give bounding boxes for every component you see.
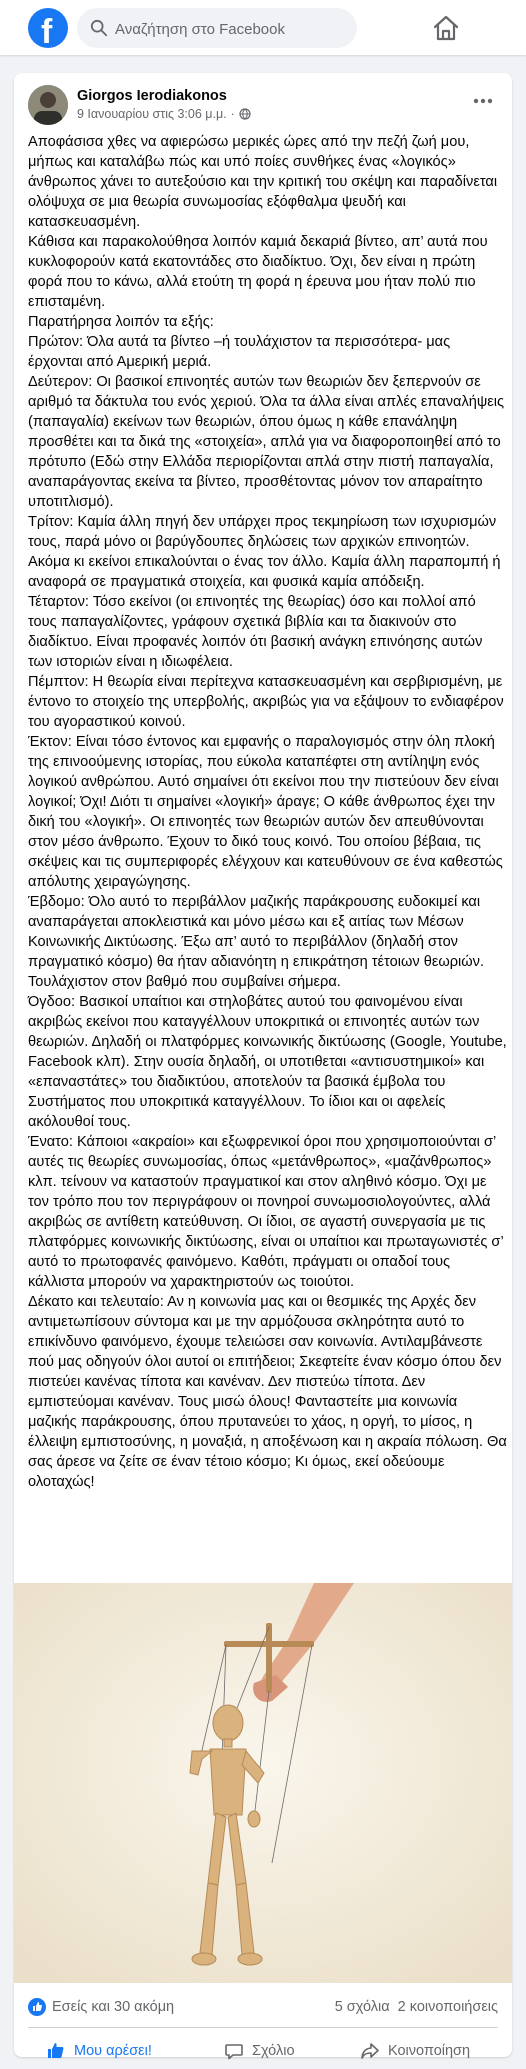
post-paragraph: Κάθισα και παρακολούθησα λοιπόν καμιά δεκαριά βίντεο, απ’ αυτά που κυκλοφορούν κατά εκατοντάδες στο διαδίκτυο. Όχι, δεν είναι η πρώτη φορά που το κάνω, αλλά ετούτη τη φορά η έρευνα μου ήταν πολύ πιο επισταμένη. (28, 234, 488, 310)
more-options-icon[interactable] (470, 91, 496, 111)
thumbs-up-icon (46, 2041, 66, 2061)
post-paragraph: Τρίτον: Καμία άλλη πηγή δεν υπάρχει προς τεκμηρίωση των ισχυρισμών τους, παρά μόνο οι βαρύγδουπες δηλώσεις των αρχικών επινοητών. Ακόμα κι εκείνοι επικαλούνται ο ένας τον άλλο. Καμία άλλη παραπομπή ή αναφορά σε πραγματικά στοιχεία, και φυσικά καμία απόδειξη. (28, 514, 501, 590)
divider (28, 2027, 498, 2028)
search-bar[interactable] (77, 8, 357, 48)
search-input[interactable] (113, 8, 347, 50)
share-button[interactable] (360, 2033, 470, 2069)
post-paragraph: Δέκατο και τελευταίο: Αν η κοινωνία μας και οι θεσμικές της Αρχές δεν αντιμετωπίσουν σύντομα και με την αρμόζουσα σκληρότητα αυτό το επικίνδυνο φαινόμενο, έχουμε τελειώσει σαν κοινωνία. Αντιλαμβάνεστε πού μας οδηγούν όλοι αυτοί οι επιτήδειοι; Σκεφτείτε έναν κόσμο όπου δεν πιστεύει κανένας τίποτα και κανέναν. Δεν πιστεύω τίποτα. Δεν εμπιστεύομαι κανέναν. Τους μισώ όλους! Φανταστείτε μια κοινωνία μαζικής παράκρουσης, όπου πρυτανεύει το χάος, η οργή, το μίσος, η έλλειψη εμπιστοσύνης, η μοναξιά, η αποξένωση και η ακραία πόλωση. Θα σας άρεσε να ζείτε σε έναν τέτοιο κόσμο; Κι όμως, εκεί οδεύουμε ολοταχώς! (28, 1294, 507, 1490)
post-timestamp[interactable]: 9 Ιανουαρίου στις 3:06 μ.μ. (77, 107, 227, 121)
home-icon[interactable] (431, 13, 461, 43)
like-reaction-icon[interactable] (28, 1998, 46, 2016)
post-paragraph: Δεύτερον: Οι βασικοί επινοητές αυτών των θεωριών δεν ξεπερνούν σε αριθμό τα δάκτυλα του ενός χεριού. Όλα τα άλλα είναι απλές επαναλήψεις (παπαγαλία) εκείνων των θεωριών, όπου όμως η κάθε επανάληψη προσθέτει και τα δικά της «στοιχεία», απλά για να διαφοροποιηθεί από το πρότυπο (Εδώ στην Ελλάδα περιορίζονται απλά στην πιστή παπαγαλία, αναπαράγοντας εκείνα τα βίντεο, προσθέτοντας μόνον τον απαραίτητο υποτιτλισμό). (28, 374, 505, 510)
avatar[interactable] (28, 85, 68, 125)
post-paragraph: Παρατήρησα λοιπόν τα εξής: (28, 314, 214, 330)
post-paragraph: Αποφάσισα χθες να αφιερώσω μερικές ώρες από την πεζή ζωή μου, μήπως και καταλάβω πώς και υπό ποίες συνθήκες ένας «λογικός» άνθρωπος χάνει το αυτεξούσιο και την κριτική του σκέψη και παραδίνεται ολόψυχα σε μια θεωρία συνωμοσίας εξόφθαλμα ψευδή και κατασκευασμένη. (28, 134, 498, 230)
post-paragraph: Πρώτον: Όλα αυτά τα βίντεο –ή τουλάχιστον τα περισσότερα- μας έρχονται από Αμερική μεριά. (28, 334, 451, 370)
engagement-counts (335, 1999, 498, 2015)
post-card (14, 73, 512, 2057)
post-meta: 9 Ιανουαρίου στις 3:06 μ.μ. · (77, 107, 251, 121)
post-paragraph: Ένατο: Κάποιοι «ακραίοι» και εξωφρενικοί όροι που χρησιμοποιούνται σ’ αυτές τις θεωρίες συνωμοσίας, όπως «μετάνθρωπος», «μαζάνθρωπος» κλπ. τείνουν να καταστούν πραγματικοί και στον αληθινό κόσμο. Όχι με τον τρόπο που τον περιγράφουν οι πονηροί συνωμοσιολογούντες, αλλά ακριβώς σε αντίθετη κατεύθυνση. Οι ίδιοι, σε αγαστή συνεργασία με τις πλατφόρμες κοινωνικής δικτύωσης, είναι οι υπαίτιοι και πρωταγωνιστές σ’ αυτό το πρωτοφανές φαινόμενο. Καθότι, πράγματι οι οπαδοί τους κάλλιστα μπορούν να χαρακτηριστούν ως τοιούτοι. (28, 1134, 504, 1290)
comment-label: Σχόλιο (252, 2043, 295, 2059)
facebook-logo[interactable]: f (28, 8, 68, 48)
post-image-puppet[interactable] (14, 1583, 512, 1983)
search-icon (90, 19, 108, 37)
globe-icon (239, 108, 251, 120)
comments-count[interactable]: 5 σχόλια (334, 1999, 390, 2015)
share-icon (360, 2041, 380, 2061)
comment-button[interactable] (224, 2033, 295, 2069)
post-paragraph: Πέμπτον: Η θεωρία είναι περίτεχνα κατασκευασμένη και σερβιρισμένη, με έντονο το στοιχείο της υπερβολής, ακριβώς για να εξάψουν το ενδιαφέρον του αγοραστικού κοινού. (28, 674, 504, 730)
reactions-row (28, 1997, 498, 2019)
reactions-count[interactable]: Εσείς και 30 ακόμη (52, 1999, 175, 2015)
post-paragraph: Έκτον: Είναι τόσο έντονος και εμφανής ο παραλογισμός στην όλη πλοκή της επινοούμενης ιστορίας, που εύκολα καταπέφτει στη αντίληψη ενός λογικού ανθρώπου. Αυτό σημαίνει ότι εκείνοι που την πιστεύουν δεν είναι λογικοί; Όχι! Διότι τι σημαίνει «λογική» άραγε; Ο κάθε άνθρωπος έχει την δική του «λογική». Οι επινοητές των θεωριών αυτών δεν απευθύνονται στον μέσο άνθρωπο. Έχουν το δικό τους κοινό. Του οποίου βέβαια, τις σκέψεις και τις συμπεριφορές ελέγχουν και κατευθύνουν σε ένα καθεστώς απόλυτης χειραγώγησης. (28, 734, 503, 890)
post-paragraph: Όγδοο: Βασικοί υπαίτιοι και στηλοβάτες αυτού του φαινομένου είναι ακριβώς εκείνοι που καταγγέλλουν υποκριτικά οι επινοητές αυτών των θεωριών. Δηλαδή οι πλατφόρμες κοινωνικής δικτύωσης (Google, Youtube, Facebook κλπ). Στην ουσία δηλαδή, οι υποτιθεται «αντισυστημικοί» και «επαναστάτες» του διαδικτύου, αποτελούν τα βασικά έμβολα του Συστήματος που υποκριτικά καταγγέλλουν. Το ίδιοι και οι αφελείς ακόλουθοί τους. (28, 994, 507, 1130)
comment-icon (224, 2041, 244, 2061)
like-label: Μου αρέσει! (74, 2043, 152, 2059)
shares-count[interactable]: 2 κοινοποιήσεις (397, 1999, 498, 2015)
post-text (28, 132, 508, 1492)
post-paragraph: Τέταρτον: Τόσο εκείνοι (οι επινοητές της θεωρίας) όσο και πολλοί από τους παπαγαλίζοντες, γράφουν σχετικά βιβλία και τα διακινούν στο διαδίκτυο. Είναι προφανές λοιπόν ότι βασική ανάγκη επινόησης αυτών των ιστοριών είναι η ιδιωφέλεια. (28, 594, 483, 670)
like-button[interactable] (46, 2033, 152, 2069)
post-paragraph: Έβδομο: Όλο αυτό το περιβάλλον μαζικής παράκρουσης ευδοκιμεί και αναπαράγεται αποκλειστικά και μόνο μέσω και εξ αιτίας των Μέσων Κοινωνικής Δικτύωσης. Έξω απ’ αυτό το περιβάλλον (δηλαδή στον πραγματικό κόσμο) θα ήταν αδιανόητη η επικράτηση τέτοιων θεωριών. Τουλάχιστον στον βαθμό που συμβαίνει σήμερα. (28, 894, 485, 990)
top-bar (0, 0, 526, 55)
post-author[interactable]: Giorgos Ierodiakonos (77, 88, 227, 104)
share-label: Κοινοποίηση (388, 2043, 471, 2059)
